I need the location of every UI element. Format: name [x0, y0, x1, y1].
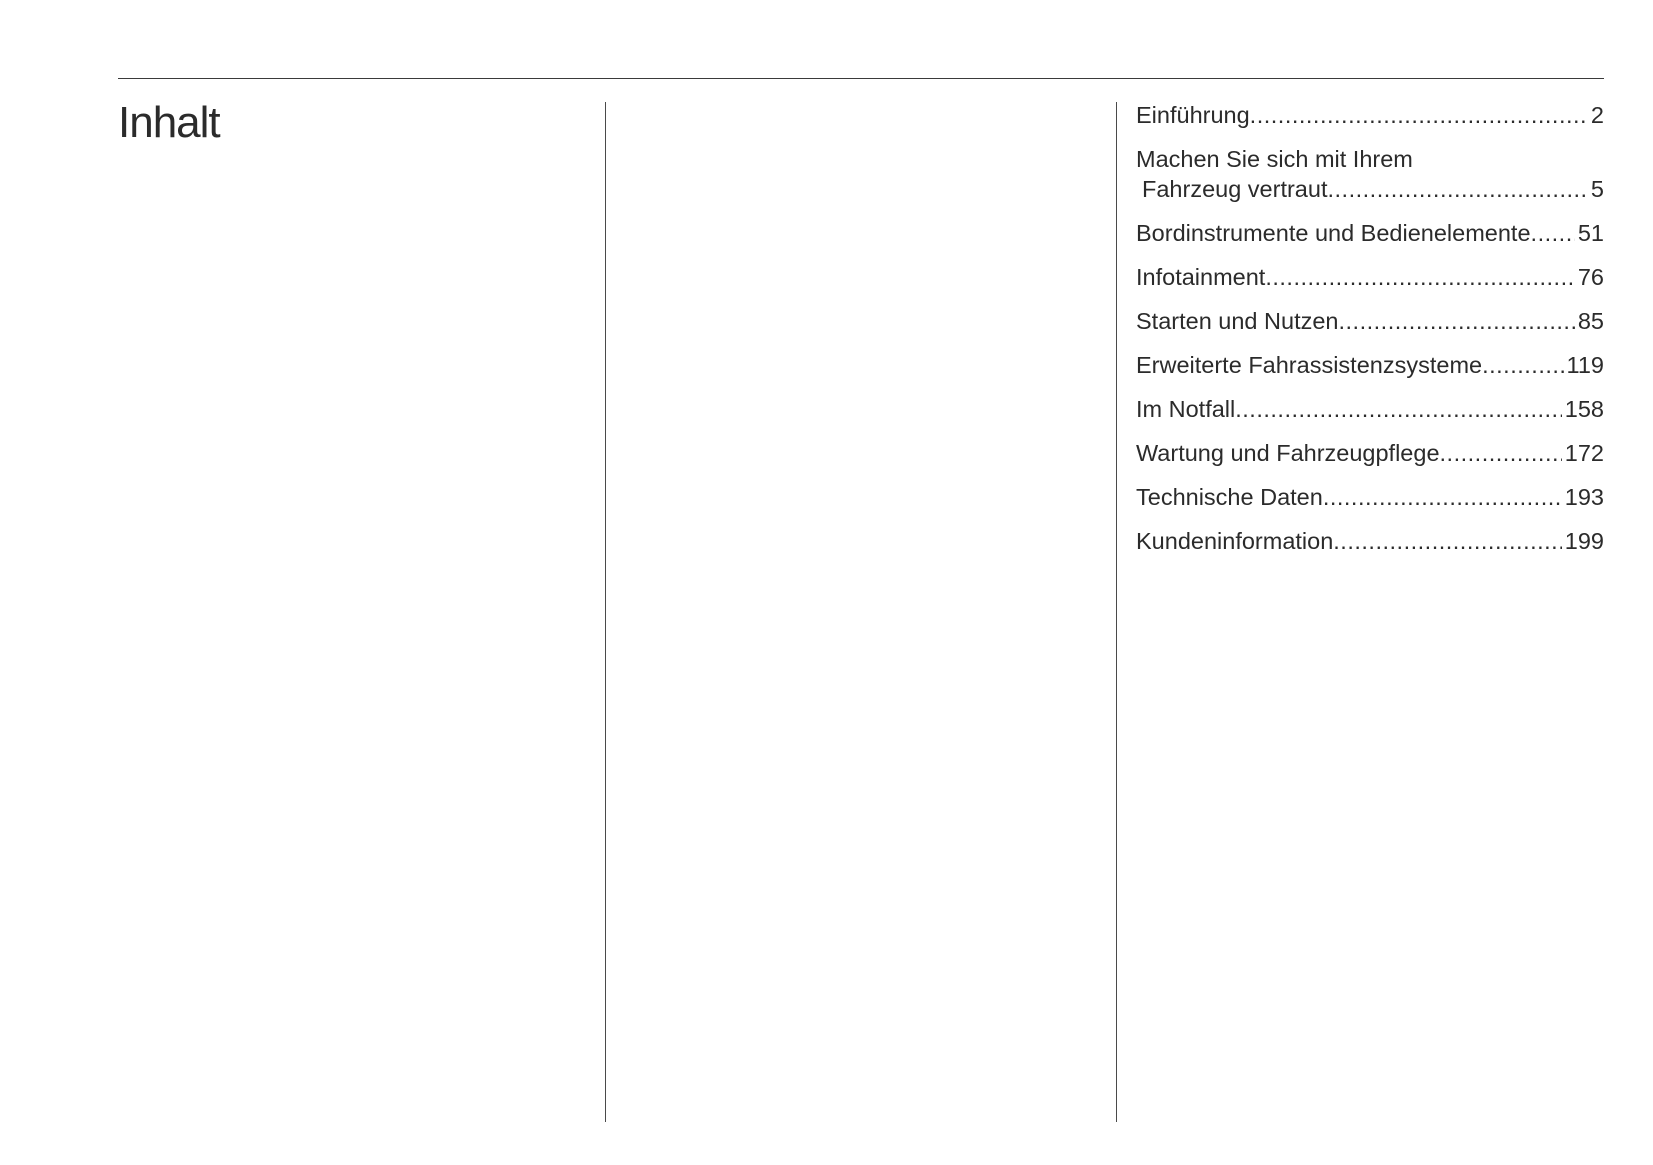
toc-link-technische-daten[interactable] — [1136, 482, 1604, 512]
dot-leader — [1235, 394, 1562, 424]
toc-entry-title: Technische Daten — [1136, 484, 1323, 510]
toc-entry-fahrassistenzsysteme — [1136, 350, 1604, 380]
toc-link-wartung[interactable] — [1136, 438, 1604, 468]
toc-link-kundeninformation[interactable] — [1136, 526, 1604, 556]
toc-entry-title: Erweiterte Fahrassistenzsysteme — [1136, 352, 1483, 378]
toc-entry-technische-daten — [1136, 482, 1604, 512]
page-title: Inhalt — [118, 98, 220, 147]
dot-leader — [1482, 350, 1563, 380]
toc-link-infotainment[interactable] — [1136, 262, 1604, 292]
dot-leader — [1250, 100, 1588, 130]
toc-link-starten-nutzen[interactable] — [1136, 306, 1604, 336]
toc-link-fahrzeug-vertraut[interactable] — [1136, 144, 1604, 204]
toc-entry-page: 51 — [1577, 220, 1604, 246]
toc-entry-starten-nutzen — [1136, 306, 1604, 336]
table-of-contents — [1136, 100, 1604, 570]
dot-leader — [1265, 262, 1575, 292]
dot-leader — [1323, 482, 1562, 512]
column-divider-left — [605, 102, 606, 1122]
toc-link-einfuehrung[interactable] — [1136, 100, 1604, 130]
toc-entry-wartung — [1136, 438, 1604, 468]
toc-entry-page: 5 — [1590, 176, 1604, 202]
toc-entry-page: 193 — [1564, 484, 1604, 510]
toc-entry-title-line1: Machen Sie sich mit Ihrem — [1136, 146, 1413, 172]
toc-entry-title: Im Notfall — [1136, 396, 1236, 422]
dot-leader — [1333, 526, 1562, 556]
toc-entry-page: 199 — [1564, 528, 1604, 554]
toc-link-fahrassistenzsysteme[interactable] — [1136, 350, 1604, 380]
toc-entry-fahrzeug-vertraut — [1136, 144, 1604, 204]
toc-entry-im-notfall — [1136, 394, 1604, 424]
toc-entry-title: Starten und Nutzen — [1136, 308, 1339, 334]
dot-leader — [1440, 438, 1562, 468]
toc-entry-title: Einführung — [1136, 102, 1250, 128]
dot-leader — [1327, 174, 1587, 204]
toc-entry-page: 119 — [1566, 352, 1604, 378]
toc-entry-title: Wartung und Fahrzeugpflege — [1136, 440, 1440, 466]
toc-entry-title: Fahrzeug vertraut — [1142, 176, 1328, 202]
header-rule — [118, 78, 1604, 79]
toc-entry-page: 158 — [1564, 396, 1604, 422]
toc-entry-title: Kundeninformation — [1136, 528, 1334, 554]
toc-entry-infotainment — [1136, 262, 1604, 292]
toc-entry-page: 76 — [1577, 264, 1604, 290]
column-divider-right — [1116, 102, 1117, 1122]
dot-leader — [1531, 218, 1575, 248]
toc-entry-page: 2 — [1590, 102, 1604, 128]
toc-link-bordinstrumente[interactable] — [1136, 218, 1604, 248]
toc-entry-page: 172 — [1564, 440, 1604, 466]
toc-link-im-notfall[interactable] — [1136, 394, 1604, 424]
toc-entry-einfuehrung — [1136, 100, 1604, 130]
toc-entry-kundeninformation — [1136, 526, 1604, 556]
toc-entry-title: Bordinstrumente und Bedienelemente — [1136, 220, 1531, 246]
toc-entry-title: Infotainment — [1136, 264, 1266, 290]
dot-leader — [1339, 306, 1575, 336]
toc-entry-bordinstrumente — [1136, 218, 1604, 248]
toc-entry-page: 85 — [1577, 308, 1604, 334]
